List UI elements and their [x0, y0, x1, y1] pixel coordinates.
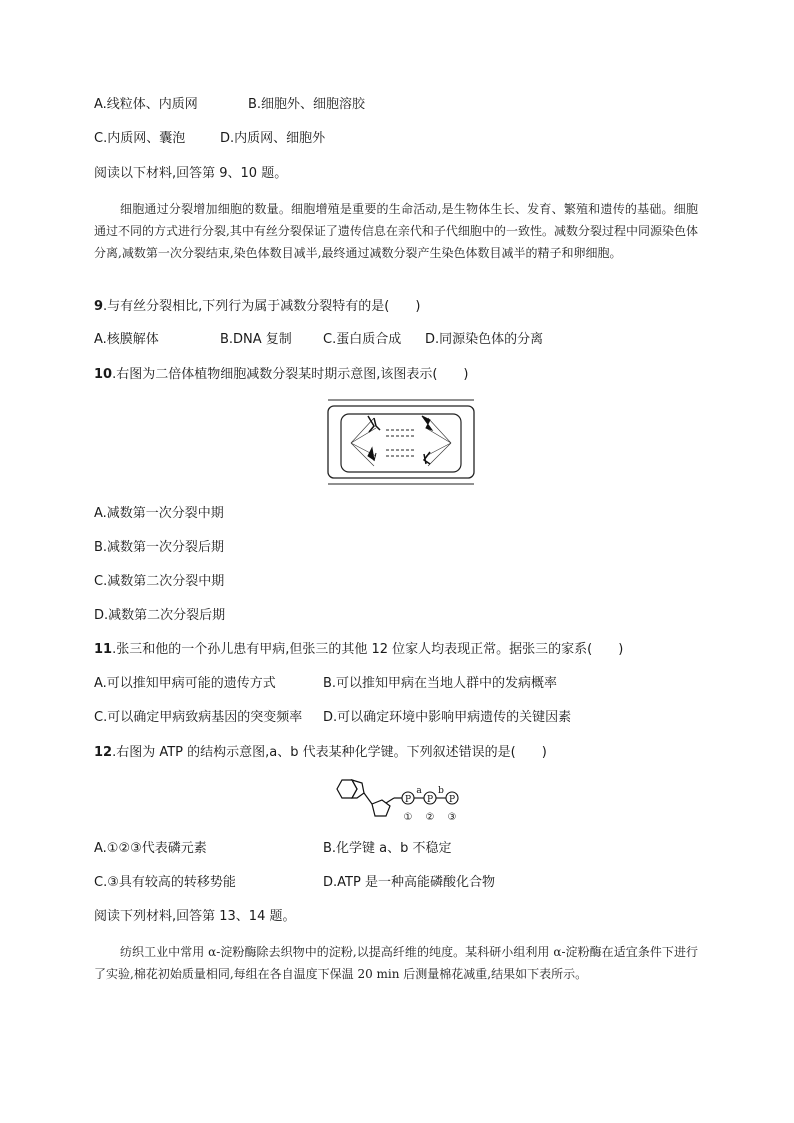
- q8-option-c: C.内质网、囊泡: [94, 131, 186, 146]
- q10-option-b: B.减数第一次分裂后期: [94, 540, 225, 555]
- q9-option-b: B.DNA 复制: [220, 332, 292, 347]
- q9-text: .与有丝分裂相比,下列行为属于减数分裂特有的是( ): [103, 299, 421, 314]
- reading-intro-9-10: 阅读以下材料,回答第 9、10 题。: [94, 166, 288, 181]
- atp-structure-diagram: [328, 774, 468, 826]
- q10-option-d: D.减数第二次分裂后期: [94, 608, 226, 623]
- q12-text: .右图为 ATP 的结构示意图,a、b 代表某种化学键。下列叙述错误的是( ): [112, 745, 547, 760]
- phosphate-3-label: P: [448, 795, 456, 805]
- q12-option-d: D.ATP 是一种高能磷酸化合物: [323, 875, 495, 890]
- meiosis-cell-diagram: [324, 398, 478, 486]
- q12-option-a: A.①②③代表磷元素: [94, 841, 207, 856]
- q8-option-b: B.细胞外、细胞溶胶: [248, 97, 366, 112]
- q9-option-a: A.核膜解体: [94, 332, 159, 347]
- bond-a-label: a: [416, 786, 422, 796]
- q11-stem: [94, 641, 623, 659]
- q10-text: .右图为二倍体植物细胞减数分裂某时期示意图,该图表示( ): [112, 367, 469, 382]
- q8-option-a: A.线粒体、内质网: [94, 97, 198, 112]
- phosphate-2-number: ②: [425, 812, 435, 823]
- q12-option-b: B.化学键 a、b 不稳定: [323, 841, 452, 856]
- reading-intro-13-14: 阅读下列材料,回答第 13、14 题。: [94, 909, 296, 924]
- q11-option-d: D.可以确定环境中影响甲病遗传的关键因素: [323, 710, 572, 725]
- material-amylase: 纺织工业中常用 α-淀粉酶除去织物中的淀粉,以提高纤维的纯度。某科研小组利用 α-淀粉酶在适宜条件下进行了实验,棉花初始质量相同,每组在各自温度下保温 20 min 后测量棉花减重,结果如下表所示。: [94, 945, 698, 981]
- q11-number: 11: [94, 642, 113, 657]
- q8-option-d: D.内质网、细胞外: [220, 131, 326, 146]
- phosphate-2-label: P: [426, 795, 434, 805]
- q11-option-a: A.可以推知甲病可能的遗传方式: [94, 676, 276, 691]
- q11-option-b: B.可以推知甲病在当地人群中的发病概率: [323, 676, 558, 691]
- q10-option-a: A.减数第一次分裂中期: [94, 506, 224, 521]
- q9-option-d: D.同源染色体的分离: [425, 332, 544, 347]
- bond-b-label: b: [438, 786, 444, 796]
- q11-text: .张三和他的一个孙儿患有甲病,但张三的其他 12 位家人均表现正常。据张三的家系( ): [112, 642, 624, 657]
- q12-number: 12: [94, 745, 113, 760]
- q9-option-c: C.蛋白质合成: [323, 332, 402, 347]
- material-cell-division: 细胞通过分裂增加细胞的数量。细胞增殖是重要的生命活动,是生物体生长、发育、繁殖和遗传的基础。细胞通过不同的方式进行分裂,其中有丝分裂保证了遗传信息在亲代和子代细胞中的一致性。减数分裂过程中同源染色体分离,减数第一次分裂结束,染色体数目减半,最终通过减数分裂产生染色体数目减半的精子和卵细胞。: [94, 202, 698, 260]
- q10-option-c: C.减数第二次分裂中期: [94, 574, 225, 589]
- q9-number: 9: [94, 299, 104, 314]
- q10-stem: [94, 366, 469, 384]
- q11-option-c: C.可以确定甲病致病基因的突变频率: [94, 710, 303, 725]
- q10-number: 10: [94, 367, 113, 382]
- phosphate-1-number: ①: [403, 812, 413, 823]
- phosphate-1-label: P: [404, 795, 412, 805]
- phosphate-3-number: ③: [447, 812, 457, 823]
- q9-stem: [94, 298, 420, 316]
- q12-option-c: C.③具有较高的转移势能: [94, 875, 236, 890]
- q12-stem: [94, 744, 547, 762]
